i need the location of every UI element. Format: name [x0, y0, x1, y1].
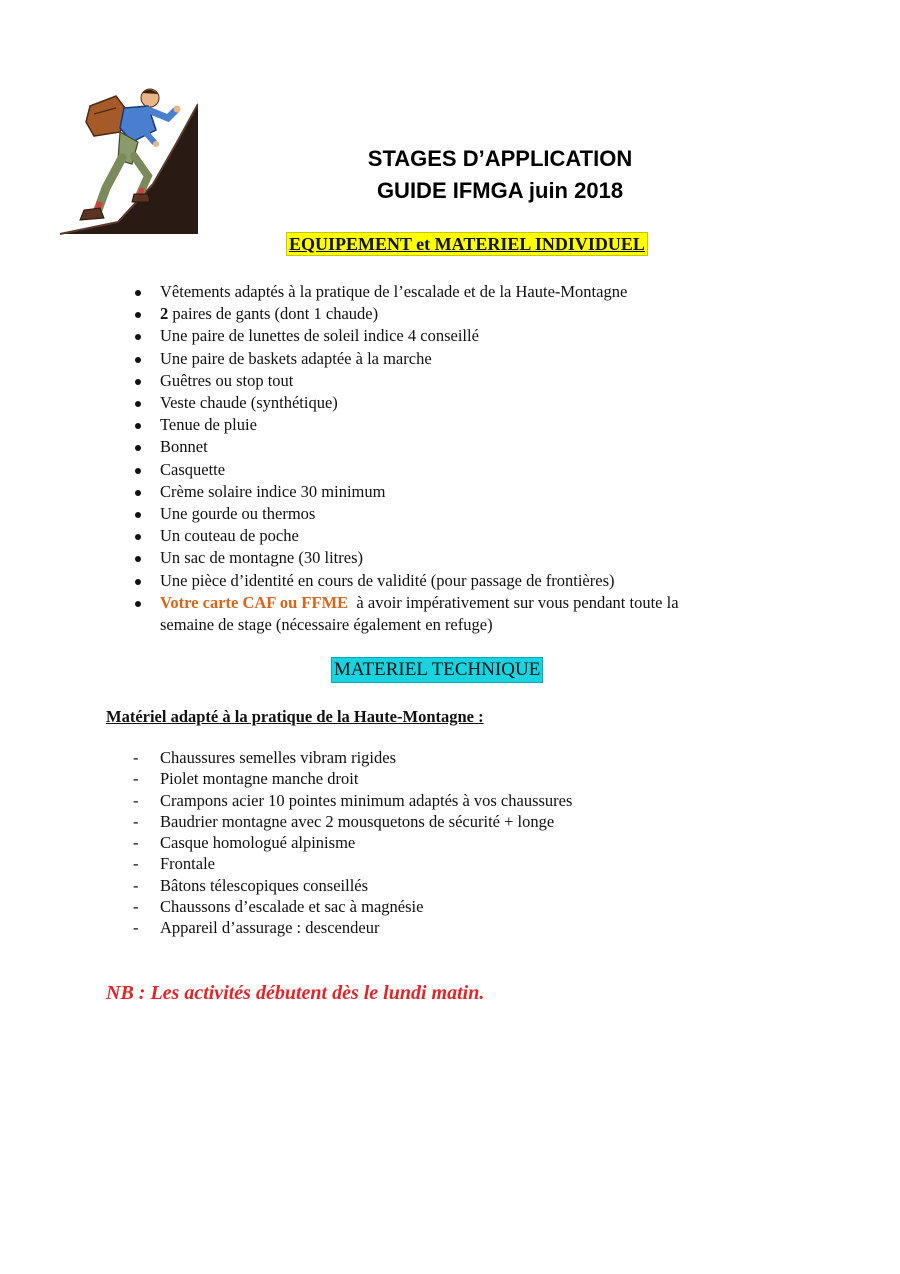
section-heading-equipment: EQUIPEMENT et MATERIEL INDIVIDUEL — [286, 232, 648, 256]
list-item: Un couteau de poche — [160, 525, 679, 547]
list-item: Casquette — [160, 459, 679, 481]
list-item — [160, 303, 679, 325]
list-item: - Crampons acier 10 pointes minimum adaptés à vos chaussures — [160, 790, 572, 811]
list-item: - Bâtons télescopiques conseillés — [160, 875, 572, 896]
list-item: Crème solaire indice 30 minimum — [160, 481, 679, 503]
list-item: Tenue de pluie — [160, 414, 679, 436]
list-item: Veste chaude (synthétique) — [160, 392, 679, 414]
list-item: Un sac de montagne (30 litres) — [160, 547, 679, 569]
list-item: Une paire de lunettes de soleil indice 4 conseillé — [160, 325, 679, 347]
title-line-2: GUIDE IFMGA juin 2018 — [376, 178, 624, 203]
list-item: - Chaussons d’escalade et sac à magnésie — [160, 896, 572, 917]
list-item-text: paires de gants (dont 1 chaude) — [172, 304, 379, 324]
caf-card-label: Votre carte CAF ou FFME — [160, 592, 349, 612]
equipment-list — [160, 281, 679, 636]
section-heading-technical: MATERIEL TECHNIQUE — [331, 657, 543, 683]
note-text: NB : Les activités débutent dès le lundi matin. — [106, 982, 485, 1004]
list-item-caf — [160, 592, 679, 636]
list-item: - Appareil d’assurage : descendeur — [160, 917, 572, 938]
list-item: Une pièce d’identité en cours de validité (pour passage de frontières) — [160, 570, 679, 592]
list-item: - Frontale — [160, 853, 572, 874]
document-title — [300, 143, 700, 207]
mountain-climber-icon — [58, 84, 198, 236]
title-line-1: STAGES D’APPLICATION — [367, 146, 633, 171]
list-item: Une paire de baskets adaptée à la marche — [160, 348, 679, 370]
caf-text-line-2: semaine de stage (nécessaire également en refuge) — [160, 615, 493, 635]
list-item: - Piolet montagne manche droit — [160, 768, 572, 789]
list-item: Vêtements adaptés à la pratique de l’escalade et de la Haute-Montagne — [160, 281, 679, 303]
list-item: - Casque homologué alpinisme — [160, 832, 572, 853]
list-item: Bonnet — [160, 436, 679, 458]
list-item: - Chaussures semelles vibram rigides — [160, 747, 572, 768]
gloves-count: 2 — [160, 304, 169, 324]
list-item: Une gourde ou thermos — [160, 503, 679, 525]
list-item: - Baudrier montagne avec 2 mousquetons de sécurité + longe — [160, 811, 572, 832]
technical-subheading: Matériel adapté à la pratique de la Haute-Montagne : — [106, 707, 484, 726]
caf-text-line-1: à avoir impérativement sur vous pendant toute la — [356, 592, 679, 612]
technical-list — [160, 747, 572, 939]
list-item: Guêtres ou stop tout — [160, 370, 679, 392]
